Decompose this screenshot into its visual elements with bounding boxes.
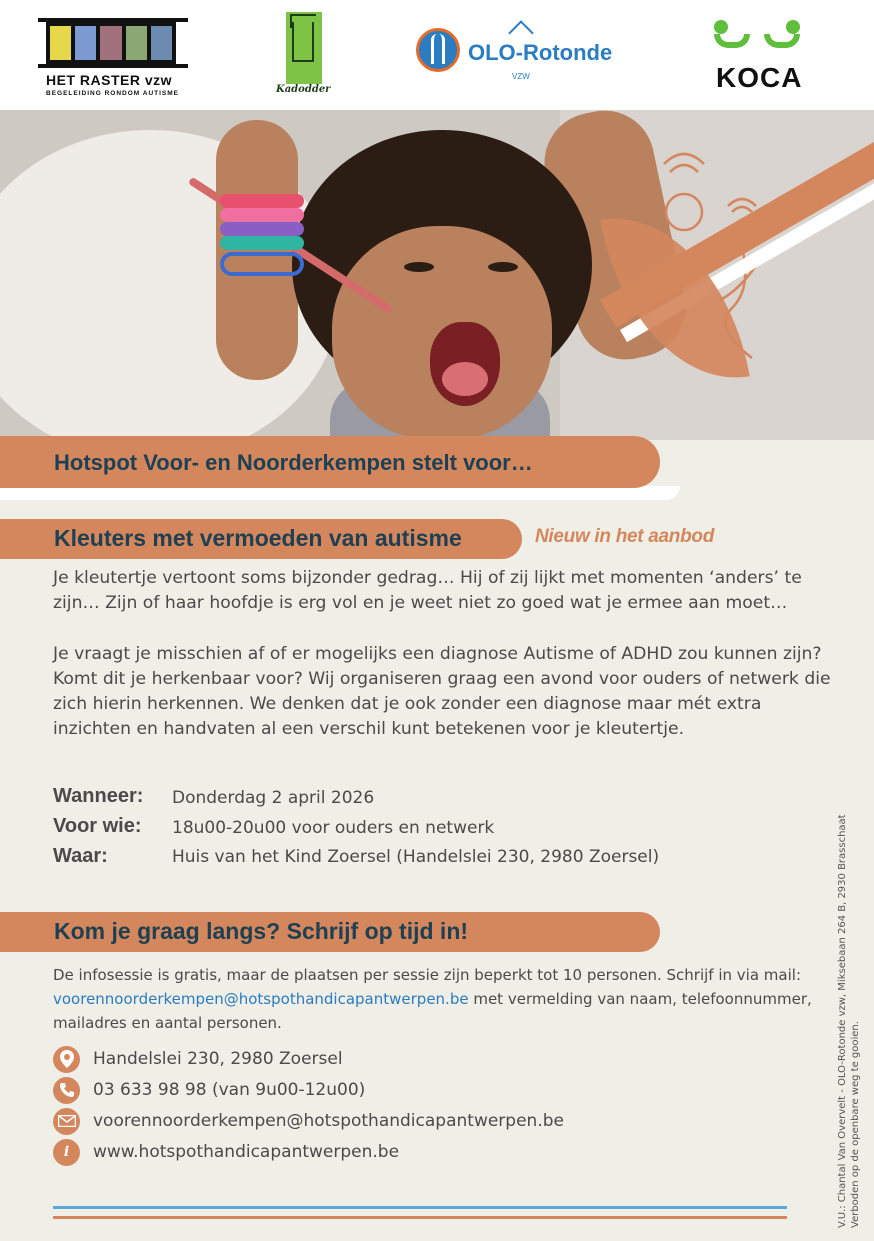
contact-email[interactable]: voorennoorderkempen@hotspothandicapantwerpen.be bbox=[93, 1111, 564, 1131]
child-left-arm bbox=[216, 120, 298, 380]
legal-notice bbox=[836, 814, 862, 1228]
contact-address-row bbox=[53, 1046, 343, 1072]
footer-rule-blue bbox=[53, 1206, 787, 1209]
registration-text-before: De infosessie is gratis, maar de plaatsen per sessie zijn beperkt tot 10 personen. Schrijf in via mail: bbox=[53, 966, 801, 984]
legal-line-publisher: V.U.: Chantal Van Overvelt - OLO-Rotonde vzw, Miksebaan 264 B, 2930 Brasschaat bbox=[837, 814, 848, 1228]
legal-line-littering: Verboden op de openbare weg te gooien. bbox=[850, 1021, 861, 1228]
registration-text-after: met vermelding van naam, telefoonnummer, mailadres en aantal personen. bbox=[53, 990, 812, 1032]
het-raster-logo bbox=[28, 12, 200, 100]
koca-figure-right-icon bbox=[764, 20, 800, 58]
who-label: Voor wie: bbox=[53, 815, 142, 837]
bangle-purple bbox=[220, 222, 304, 236]
bangle-pink bbox=[220, 194, 304, 208]
contact-website-row bbox=[53, 1139, 399, 1165]
koca-logo bbox=[712, 16, 812, 96]
raster-color-grid bbox=[46, 22, 176, 64]
child-tongue bbox=[442, 362, 488, 396]
registration-text bbox=[53, 963, 823, 1035]
new-offer-tag: Nieuw in het aanbod bbox=[535, 526, 715, 547]
olo-rotonde-logo bbox=[414, 22, 634, 84]
title-banner-edge bbox=[0, 486, 680, 500]
raster-line-bottom bbox=[38, 64, 188, 68]
map-pin-icon bbox=[53, 1046, 80, 1073]
phone-icon bbox=[53, 1077, 80, 1104]
envelope-icon bbox=[53, 1108, 80, 1135]
olo-figure-icon bbox=[431, 34, 445, 64]
contact-phone-row bbox=[53, 1077, 365, 1103]
intro-paragraph-1: Je kleutertje vertoont soms bijzonder gedrag… Hij of zij lijkt met momenten ‘anders’ te zijn… Zijn of haar hoofdje is erg vol en je weet niet zo goed wat je ermee aan moet… bbox=[53, 568, 802, 613]
raster-name: HET RASTER vzw bbox=[46, 72, 173, 88]
bangle-teal bbox=[220, 236, 304, 250]
kadodder-house-icon bbox=[292, 22, 314, 62]
kadodder-name: Kadodder bbox=[276, 84, 331, 95]
bangle-rose bbox=[220, 208, 304, 222]
contact-phone[interactable]: 03 633 98 98 (van 9u00-12u00) bbox=[93, 1080, 366, 1100]
contact-website[interactable]: www.hotspothandicapantwerpen.be bbox=[93, 1142, 400, 1162]
info-icon: i bbox=[53, 1139, 80, 1166]
contact-email-row bbox=[53, 1108, 564, 1134]
child-eye-left bbox=[404, 262, 434, 272]
registration-email-link[interactable]: voorennoorderkempen@hotspothandicapantwerpen.be bbox=[53, 990, 469, 1008]
when-label: Wanneer: bbox=[53, 785, 144, 807]
page-title: Hotspot Voor- en Noorderkempen stelt voor… bbox=[54, 450, 533, 475]
contact-address: Handelslei 230, 2980 Zoersel bbox=[93, 1049, 343, 1069]
where-label: Waar: bbox=[53, 845, 108, 867]
where-value: Huis van het Kind Zoersel (Handelslei 230, 2980 Zoersel) bbox=[172, 847, 660, 867]
olo-name: OLO-Rotonde bbox=[468, 40, 613, 65]
logo-bar bbox=[0, 0, 874, 110]
koca-figure-left-icon bbox=[714, 20, 750, 58]
who-value: 18u00-20u00 voor ouders en netwerk bbox=[172, 818, 495, 838]
section-title: Kleuters met vermoeden van autisme bbox=[54, 525, 462, 551]
bangle-blue bbox=[220, 252, 304, 276]
kadodder-logo bbox=[276, 12, 336, 104]
cta-title: Kom je graag langs? Schrijf op tijd in! bbox=[54, 918, 469, 944]
footer-rule-orange bbox=[53, 1216, 787, 1219]
raster-subtitle: BEGELEIDING RONDOM AUTISME bbox=[46, 90, 180, 97]
olo-vzw: VZW bbox=[512, 72, 530, 81]
intro-paragraph-2: Je vraagt je misschien af of er mogelijks een diagnose Autisme of ADHD zou kunnen zijn? Komt dit je herkenbaar voor? Wij organiseren graag een avond voor ouders of netwerk die zich hierin herkennen. We denken dat je ook zonder een diagnose maar mét extra inzichten en handvaten al een verschil kunt betekenen voor je kleutertje. bbox=[53, 644, 831, 739]
child-eye-right bbox=[488, 262, 518, 272]
koca-name: KOCA bbox=[716, 62, 803, 93]
when-value: Donderdag 2 april 2026 bbox=[172, 788, 375, 808]
